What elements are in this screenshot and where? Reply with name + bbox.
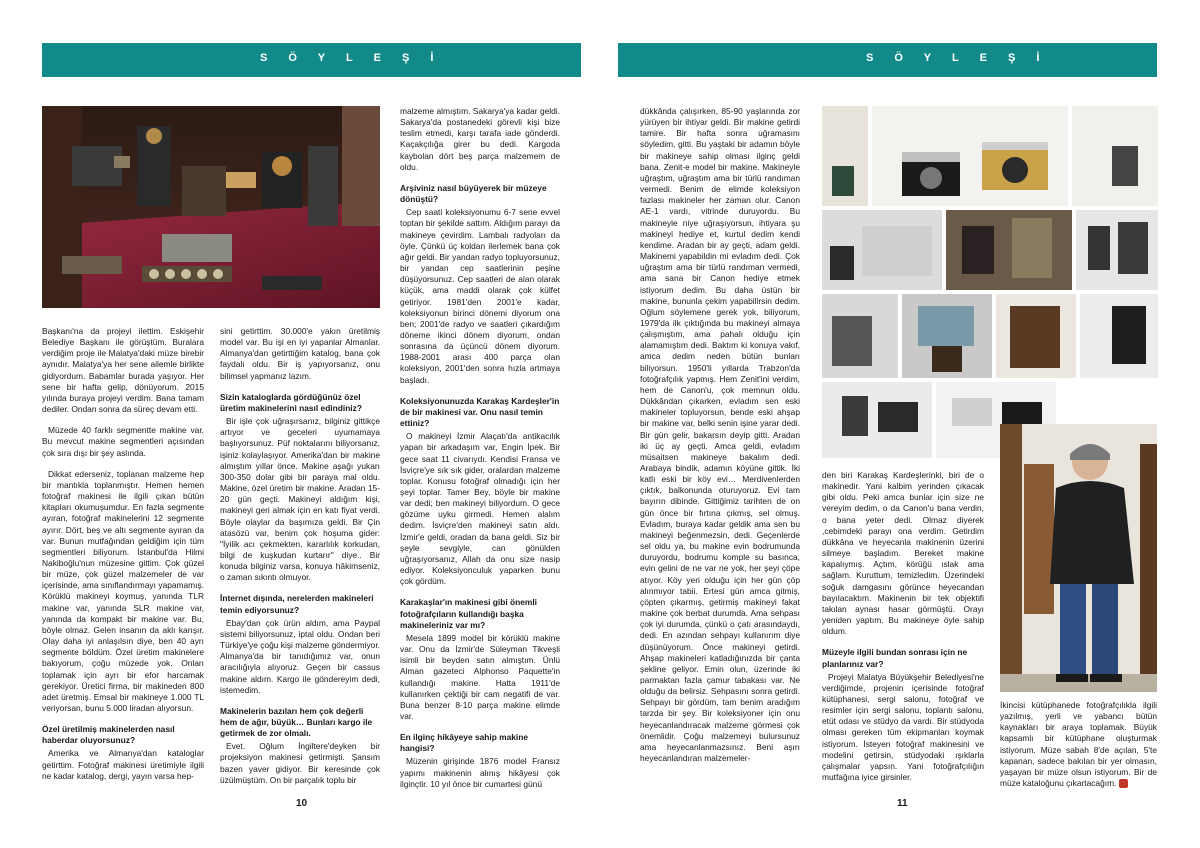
question-heading: Karakaşlar'ın makinesi gibi önemli fotoğrafçıların kullandığı başka makineleriniz var mı?	[400, 597, 537, 630]
paragraph: Projeyi Malatya Büyükşehir Belediyesi'ne verdiğimde, projenin içerisinde fotoğraf kütüphanesi, sergi salonu, fotoğraf ve resimler için sergi salonu, toplantı salonu, etüt odası ve stüdyo da vardı. Bir stüdyoda olması gereken tüm ekipmanları koymak istiyorum. İsteyen fotoğraf makinesini ve modelini getirsin, stüdyodaki ışıklarla çalışmalar yapsın. Yani fotoğrafçılığın mutfağına iyice girsinler.	[822, 671, 984, 783]
text-column-6	[1000, 700, 1157, 799]
paragraph: dükkânda çalışırken, 85-90 yaşlarında zor yürüyen bir ihtiyar geldi. Bir makine getirdi tamire. Bir hafta sonra uğramasını söyledim, gitti. Bu yaştaki bir adamın böyle bir makineye sahip olması ilginç geldi bana. Zenit-e model bir makine. Makineyle uğraştım, uğraştım ama bir türlü randıman vermedi. Benim de elimde koleksiyon fazlası makineler her zaman olur. Canon AE-1 vardı, vitrinde duruyordu. Bu makineyle niye uğraşıyorsun, ihtiyara şu makineyi hediye et, kurtul dedim kendi kendime. Aradan bir ay geçti, adam geldi. Makinemi yapabildin mi evladım dedi. Çok uğraştım ama bir türlü randıman vermedi, ama sana bir Canon hediye etmek istiyorum dedim. Bu daha üstün bir makine, bununla çekim yapabilirsin dedim. Oğlum söylemene gerek yok, biliyorum, 1979'da ilk çıktığında bu makineyi almaya çalışmıştım, ama pahalı olduğu için alamamıştım dedi. Baktım ki konuya vakıf, amca dedim neden bütün bunları biliyorsun. 1950'li yıllarda Trabzon'da fotoğrafçılık yapmış. Hem Zenit'ini verdim, hem de Canon'u, çok memnun oldu. Dükkândan çıkarken, evladım sen eski makineler topluyorsun, bende eski ahşap bir makine var, belki senin işine yarar dedi. Bir gün gelir, bakarsın deyip gitti. Aradan iki üç ay geçti. Amca geldi, evladım müsaitsen makineye bakalım dedi. Arabaya bindik, adamın köyüne gittik. İki katlı eski bir köy evi… Merdivenlerden çıktık, balkonunda oturuyoruz. Evi tam bayırın dibinde. Gittiğimiz tarihten de on gün önce bir fırtına çıkmış, sel olmuş. Evladım, buraya kadar geldik ama sen bu makineyi beğenmezsin, dedi. Geçenlerde sel oldu ya, bu makine evin bodrumunda duruyordu, bodrumu komple su basınca, evin gelini de ne var ne yok, her şeyi çöpe atıyor. Köy yeri olduğu için her gün çöp alınmıyor tabii. Ertesi gün amca gitmiş, çöpten çıkarmış, getirmiş makineyi fakat makine çok berbat durumda. Ama sehpası çok iyi durumda, çünkü o çatı arasındaydı, dedi. En azından sehpayı kullanırım diye düşünüyorum. Önce makineyi getirdi. Ahşap makineleri katladığınızda bir çanta şekline geliyor. Emin olun, üzerinde iki parmaktan fazla çamur tabakası var. Ne olduğu da belirsiz. Sehpasını sonra getirdi. Sehpayı bir gördüm, tam benim aradığım tarzda bir şey. Bir koleksiyoner için onu heyecanlandıracak malzeme görmesi çok önemlidir. Çoğu malzemeyi bulursunuz ama heyecanlanmazsınız. Beni aşırı heyecanlandıran malzemeler-	[640, 106, 800, 764]
paragraph: den biri Karakaş Kardeşlerinki, biri de o makinedir. Yani kalbim yerinden çıkacak gibi oldu. Peki amca bunlar için size ne vereyim dedim, o da Canon'u bana verdin, o bana yeter dedi. Olmaz diyerek ,cebimdeki parayı ona verdim. Getirdim dükkâna ve heyecanla makinenin üzerini silmeye başladım. Bereket makine kapalıymış. Açtım, körüğü ıslak ama sağlam. Kuruttum, temizledim. Üzerindeki soğuk damgasını görünce heyecandan bayılacaktım. Makinenin bir tek objektifi takılan aynası hasar görmüştü. Orayı yeniden yaptım. Bu makineye öyle sahip oldum.	[822, 470, 984, 637]
text-column-5	[822, 470, 984, 793]
text-column-2	[220, 326, 380, 796]
section-label-right: S Ö Y L E Ş İ	[866, 52, 1049, 64]
paragraph: Cep saati koleksiyonumu 6-7 sene evvel toptan bir şekilde sattım. Aldığım parayı da makineye çevirdim. Lambalı radyoları da öyle. Çünkü üç koldan ilerlemek bana çok ağır geldi. Bir yandan radyo topluyorsunuz, bir yandan cep saatlerinin peşine düşüyorsunuz. Cep saatleri de alan olarak küçük, ama maddi olarak çok külfet getiriyor. 1981'den 2001'e kadar, koleksiyonun birinci dönemi diyorum ona ben; 2001'de radyo ve saatleri çıkardığım döneme ikinci dönem diyorum, ondan sonrasına da üçüncü dönem diyorum. 1988-2001 arası 400 parça olan koleksiyon, 2001'den sonra hızla artmaya başladı.	[400, 207, 560, 385]
paragraph: O makineyi İzmir Alaçatı'da antikacılık yapan bir arkadaşım var, Engin İpek. Bir gece saat 11 civarıydı. Kendisi Fransa ve İsviçre'ye sık sık gider, oralardan malzeme toplar. Konusu fotoğraf olmadığı için her şeyi toplar. Tamer Bey, böyle bir makine var dedi; ben makineyi biliyordum. O gece gözüme uyku girmedi. Hemen alalım dedim. İsviçre'den makineyi satın aldı. İzmir'e geldi, oradan da bana geldi. Siz bir şeyle sevgiyle, can gönülden uğraşıyorsanız, Allah da onu size nasip ediyor. Koleksiyonculuk yaparken bunu çok gördüm.	[400, 431, 560, 587]
question-heading: Makinelerin bazıları hem çok değerli hem de ağır, büyük… Bunları kargo ile getirmek de zor olmalı.	[220, 705, 373, 739]
paragraph	[1000, 700, 1157, 789]
paragraph: Müzede 40 farklı segmentte makine var. Bu mevcut makine segmentleri açısından çok sıra dışı bir şey aslında.	[42, 425, 204, 458]
text-column-4	[640, 106, 800, 774]
page-number-right: 11	[897, 798, 908, 809]
paragraph: Ebay'dan çok ürün aldım, ama Paypal sistemi biliyorsunuz, iptal oldu. Ondan beri Türkiye'ye çoğu kişi malzeme göndermiyor. Almanya'da bir tanıdığımız var, onun aracılığıyla alıyoruz. Geçen bir cassus makine aldım. Kargo ile göndereyim dedi, istemedim.	[220, 617, 380, 695]
section-label-left: S Ö Y L E Ş İ	[260, 52, 443, 64]
text-column-3	[400, 106, 560, 800]
page-number-left: 10	[296, 798, 308, 809]
paragraph: Mesela 1899 model bir körüklü makine var. Onu da İzmir'de Süleyman Tikveşli isimli bir beyden satın almıştım. Ünlü Alman gazeteci Alphonso Paquette'in kullandığı makine. Hatta 1911'de kullanırken çektiği bir cam negatifi de var. Buna benzer 8-10 parça makine elimde var.	[400, 632, 560, 721]
paragraph: Amerika ve Almanya'dan kataloglar getirttim. Fotoğraf makinesi üretimiyle ilgili ne kadar katalog, dergi, yayın varsa hep-	[42, 748, 204, 781]
question-heading: İnternet dışında, nerelerden makineleri temin ediyorsunuz?	[220, 593, 374, 615]
header-band-left	[42, 43, 581, 77]
paragraph: Bir işle çok uğraşırsanız, bilginiz gittikçe artıyor ve geceleri uyumamaya başlıyorsunuz. Püf noktalarını biliyorsanız, işiniz kolaylaşıyor. Amerika'dan bir makine almıştım yıllar önce. Makine aşağı yukarı 300-350 dolar gibi bir paraya mal oldu. Makine, özel üretim bir makine. Aradan 15-20 gün geçti. Makineyi aldığım kişi, makineyi geri almak için en katı fiyat verdi. Böyle olaylar da başımıza geldi. Bir Çin atasözü var, benim çok hoşuma gider: "İyilik acı çekmekten, kararlılık korkudan, bilgi de kuşkudan kurtarır" diye.. Bir konuda bilginiz varsa, konuya hâkimseniz, o zaman sıkıntı olmuyor.	[220, 416, 380, 583]
question-heading: En ilginç hikâyeye sahip makine hangisi?	[400, 732, 529, 754]
museum-showcase-photo	[42, 106, 380, 308]
question-heading: Arşiviniz nasıl büyüyerek bir müzeye dönüştü?	[400, 182, 547, 205]
paragraph: Başkanı'na da projeyi ilettim. Eskişehir Belediye Başkanı ile görüştüm. Buralara verdiğim proje ile Malatya'daki müze birebir aynıdır. Malatya'ya her sene ailemle birlikte gidiyordum. Babamlar burada yaşıyor. Her sene bir hafta gelip, dönüyorum. 2015 yılında buraya projeyi verdim. Bana tamam dediler. Ondan sonra da süreç devam etti.	[42, 326, 204, 415]
paragraph: malzeme almıştım. Sakarya'ya kadar geldi. Sakarya'da postanedeki görevli kişi bize teslim etmedi, karşı tarafa iade gönderdi. Kaçakçılığa girer bu dedi. Kargoda kaybolan dört beş parça malzemem de oldu.	[400, 106, 560, 172]
collector-portrait-photo	[1000, 424, 1157, 692]
paragraph: Dikkat ederseniz, toplanan malzeme hep bir mantıkla toplanmıştır. Hemen hemen fotoğraf makinesi ile ilgili çıkan bütün kitapları okumuşumdur. En fazla segmente ayıran, fotoğraf makinelerini 12 segmente ayırır. Dört, beş ve altı segmente ayıran da var. Bunun mutfağından geldiğim için tüm segmentleri biliyorum. İstanbul'da Hilmi Nakiboğlu'nun müzesine gittim. Çok güzel bir müze, çok güzel malzemeler de var içerisinde, ama sınıflandırmayı yapamamış. Körüklü makineyi koymuş, yanında TLR makine var, yanında SLR makine var, yanında da kompakt bir makine var. Bu, böyle olmaz. Gelen insanın da aklı karışır. Olay daha iyi anlaşılsın diye, ben 40 ayrı segmente böldüm. Özel üretim makinelere bakıyorum, çoğu müzede yok. Onları toplamak için ayrı bir efor harcamak gerekiyor. Üretici firma, bir makineden 800 adet üretmiş. Emsal bir makineye 1.000 TL veriyorsan, bunu 5.000 liradan alıyorsun.	[42, 468, 204, 713]
camera-collage-photo	[822, 106, 1158, 458]
paragraph: Müzenin girişinde 1876 model Fransız yapımı makinenin alınış hikâyesi çok ilginçtir. 10 yıl önce bir cumartesi günü	[400, 756, 560, 789]
article-end-mark-icon	[1119, 779, 1128, 788]
text-column-1	[42, 326, 204, 792]
question-heading: Müzeyle ilgili bundan sonrası için ne planlarınız var?	[822, 647, 968, 669]
question-heading: Sizin kataloglarda gördüğünüz özel üretim makinelerini nasıl edindiniz?	[220, 391, 362, 413]
paragraph-text: İkincisi kütüphanede fotoğrafçılıkla ilgili yazılmış, yerli ve yabancı bütün kaynakları bir araya toplamak. Büyük kapsamlı bir kütüphane oluşturmak istiyorum. Müze sabah 8'de açılan, 5'te kapanan, sadece bakılan bir yer olmasın, yaşayan bir müze olsun istiyorum. Bir de müze kataloğunu çıkartacağım.	[1000, 700, 1157, 789]
paragraph: Evet. Oğlum İngiltere'deyken bir projeksiyon makinesi getirmişti. Şansım bazen yaver gidiyor. Bir keresinde çok üzülmüştüm. On bir parçalık toplu bir	[220, 741, 380, 785]
paragraph: sini getirttim. 30.000'e yakın üretilmiş model var. Bu işi en iyi yapanlar Almanlar. Almanya'dan getirttiğim katalog, bana çok faydalı oldu. Bir iş yapıyorsanız, onu bilimsel yapmanız lazım.	[220, 326, 380, 381]
question-heading: Koleksiyonunuzda Karakaş Kardeşler'in de bir makinesi var. Onu nasıl temin ettiniz?	[400, 395, 560, 429]
question-heading: Özel üretilmiş makinelerden nasıl haberdar oluyorsunuz?	[42, 724, 175, 746]
header-band-right	[618, 43, 1157, 77]
